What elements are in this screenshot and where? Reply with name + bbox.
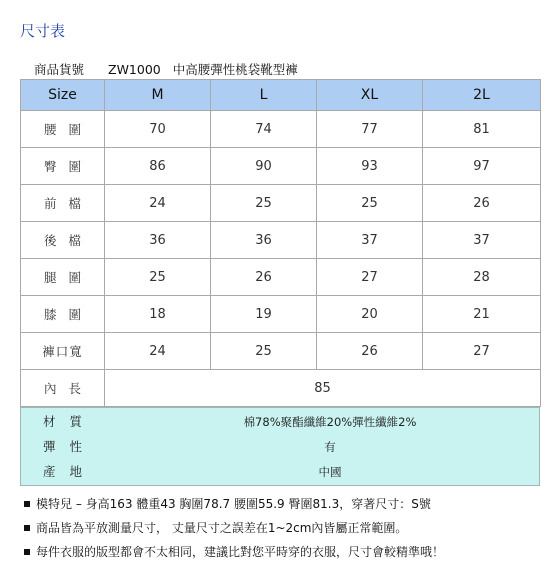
material-info: [20, 407, 540, 486]
table-row: [21, 222, 541, 259]
table-cell: 36: [105, 222, 211, 259]
size-header-row: [21, 80, 541, 111]
elasticity-row: [21, 435, 539, 459]
table-cell: 25: [211, 185, 317, 222]
table-cell: 77: [317, 111, 423, 148]
table-cell: 18: [105, 296, 211, 333]
material-row: [21, 410, 539, 434]
table-row: [21, 296, 541, 333]
table-cell: 19: [211, 296, 317, 333]
table-cell: 36: [211, 222, 317, 259]
origin-row: [21, 460, 539, 484]
table-cell: 90: [211, 148, 317, 185]
origin-label: 產地: [43, 464, 97, 479]
note-text: 模特兒 – 身高163 體重43 胸圍78.7 腰圍55.9 臀圍81.3，穿著尺寸：S號: [36, 497, 431, 511]
table-cell: 24: [105, 333, 211, 370]
table-cell: 21: [423, 296, 541, 333]
table-cell: 86: [105, 148, 211, 185]
row-label: 褲口寬: [21, 333, 105, 370]
inseam-value: 85: [105, 370, 541, 407]
table-cell: 70: [105, 111, 211, 148]
bullet-icon: [24, 525, 30, 531]
table-cell: 27: [317, 259, 423, 296]
product-code-label: 商品貨號: [34, 62, 85, 77]
table-cell: 28: [423, 259, 541, 296]
notes-list: [24, 492, 444, 564]
size-table: [20, 79, 541, 407]
elasticity-label: 彈性: [43, 439, 97, 454]
bullet-icon: [24, 501, 30, 507]
row-label: 臀圍: [21, 148, 105, 185]
table-cell: 37: [423, 222, 541, 259]
table-row: [21, 333, 541, 370]
table-cell: 97: [423, 148, 541, 185]
table-row: [21, 185, 541, 222]
table-cell: 93: [317, 148, 423, 185]
note-item: [24, 492, 444, 516]
note-text: 商品皆為平放測量尺寸， 丈量尺寸之誤差在1~2cm內皆屬正常範圍。: [36, 521, 408, 535]
table-row: [21, 148, 541, 185]
note-item: [24, 516, 444, 540]
row-label: 腰圍: [21, 111, 105, 148]
table-cell: 24: [105, 185, 211, 222]
page-title: 尺寸表: [20, 22, 66, 40]
row-label: 後檔: [21, 222, 105, 259]
row-label: 膝圍: [21, 296, 105, 333]
size-header-cell: Size: [21, 80, 105, 111]
material-label: 材質: [43, 414, 97, 429]
table-cell: 26: [423, 185, 541, 222]
size-header-cell: 2L: [423, 80, 541, 111]
origin-value: 中國: [318, 465, 342, 479]
table-cell: 25: [317, 185, 423, 222]
product-code: ZW1000: [108, 62, 161, 77]
table-row-inseam: [21, 370, 541, 407]
product-info: [34, 60, 298, 78]
material-value: 棉78%聚酯纖維20%彈性纖維2%: [243, 415, 417, 429]
elasticity-value: 有: [324, 440, 336, 454]
table-cell: 25: [211, 333, 317, 370]
table-row: [21, 259, 541, 296]
bullet-icon: [24, 549, 30, 555]
row-label: 內長: [21, 370, 105, 407]
table-cell: 74: [211, 111, 317, 148]
product-name: 中高腰彈性桃袋靴型褲: [172, 62, 298, 77]
size-header-cell: XL: [317, 80, 423, 111]
table-cell: 26: [317, 333, 423, 370]
note-text: 每件衣服的版型都會不太相同，建議比對您平時穿的衣服，尺寸會較精準哦！: [36, 545, 445, 559]
table-cell: 20: [317, 296, 423, 333]
row-label: 腿圍: [21, 259, 105, 296]
row-label: 前檔: [21, 185, 105, 222]
note-item: [24, 540, 444, 564]
table-cell: 37: [317, 222, 423, 259]
table-cell: 25: [105, 259, 211, 296]
table-cell: 26: [211, 259, 317, 296]
table-cell: 81: [423, 111, 541, 148]
size-header-cell: M: [105, 80, 211, 111]
table-row: [21, 111, 541, 148]
size-header-cell: L: [211, 80, 317, 111]
table-cell: 27: [423, 333, 541, 370]
